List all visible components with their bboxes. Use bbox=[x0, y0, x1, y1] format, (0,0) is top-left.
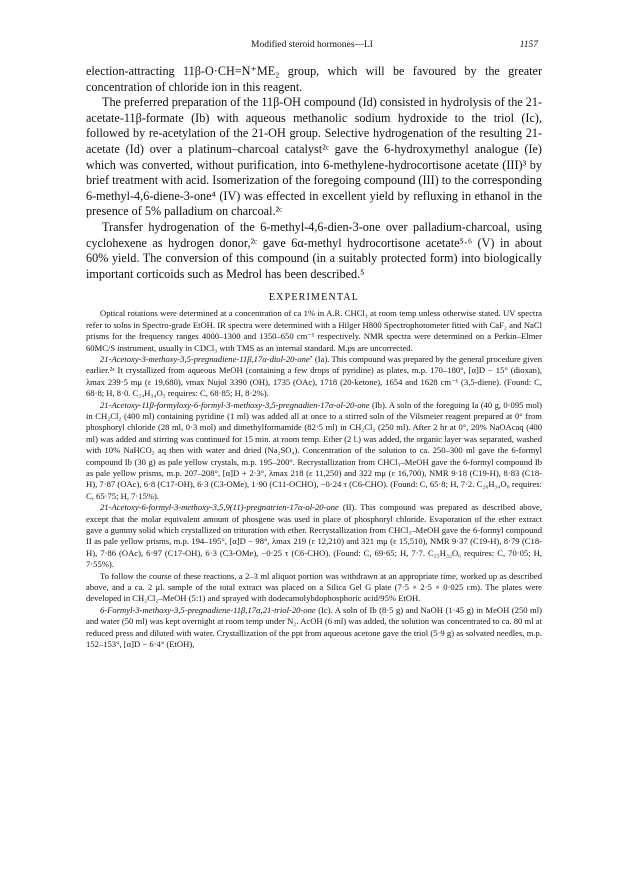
paragraph-text: To follow the course of these reactions, a 2–3 ml aliquot portion was withdrawn at an appropriate time, worked up as described above, and a ca. 2 μl. sample of the total extract was placed on a Silica Gel G plate (7·5 × 2·5 × 0·025 cm). The plates were developed in CH₂Cl₂–MeOH (5:1) and sprayed with dodecamolybdophosphoric acid/95% EtOH. bbox=[86, 570, 542, 604]
compound-name: 21-Acetoxy-11β-formyloxy-6-formyl-3-methoxy-3,5-pregnadien-17α-ol-20-one bbox=[100, 399, 370, 410]
compound-name: 6-Formyl-3-methoxy-3,5-pregnadiene-11β,17α,21-triol-20-one bbox=[100, 604, 316, 615]
paragraph-text: (Ia). This compound was prepared by the general procedure given earlier.²ᵃ It crystallized from aqueous MeOH (containing a few drops of pyridine) as plates, m.p. 170–180°, [α]D − 15° (dioxan), λmax 239·5 mμ (ε 19,680), νmax Nujol 3390 (OH), 1735 (OAc), 1718 (20-ketone), 1654 and 1628 cm⁻¹ (3,5-diene). (Found: C, 68·8; H, 8·0. C₂₄H₃₄O₅ requires: C, 68·85; H, 8·2%). bbox=[86, 353, 542, 399]
experimental-paragraph bbox=[86, 400, 542, 503]
compound-name: 21-Acetoxy-6-formyl-3-methoxy-3,5,9(11)-pregnatrien-17α-ol-20-one bbox=[100, 502, 339, 513]
running-head bbox=[0, 40, 624, 54]
intro-paragraph: Transfer hydrogenation of the 6-methyl-4,6-dien-3-one over palladium-charcoal, using cyclohexene as hydrogen donor,²ᶜ gave 6α-methyl hydrocortisone acetate⁵·⁶ (V) in about 60% yield. The conversion of this compound (in a suitably protected form) into biologically important corticoids such as Medrol has been described.⁵ bbox=[86, 219, 542, 281]
experimental-paragraph bbox=[86, 354, 542, 400]
experimental-paragraph bbox=[86, 571, 542, 605]
paragraph-text: (II). This compound was prepared as described above, except that the molar equivalent amount of phosgene was used in place of phosphoryl chloride. Evaporation of the ether extract gave a gummy solid which crystallized on trituration with ether. Recrystallization from CHCl₃–MeOH gave the 6-formyl compound II as pale yellow prisms, m.p. 194–195°, [α]D − 98°, λmax 219 (ε 12,210) and 321 mμ (ε 15,510), NMR 9·37 (C19-H), 8·79 (C18-H), 7·86 (OAc), 6·97 (C17-OH), 6·3 (C3-OMe), −0·25 τ (C6-CHO). (Found: C, 69·65; H, 7·7. C₂₅H₃₂O₆ requires: C, 70·05; H, 7·55%). bbox=[86, 502, 542, 570]
intro-paragraph: The preferred preparation of the 11β-OH compound (Id) consisted in hydrolysis of the 21-acetate-11β-formate (Ib) with aqueous methanolic sodium hydroxide to the triol (Ic), followed by re-acetylation of the 21-OH group. Selective hydrogenation of the resulting 21-acetate (Id) over a platinum–charcoal catalyst²ᶜ gave the 6-hydroxymethyl analogue (Ie) which was converted, without purification, into 6-methylene-hydrocortisone acetate (III)³ by brief treatment with acid. Isomerization of the foregoing compound (III) to the corresponding 6-methyl-4,6-diene-3-one⁴ (IV) was effected in excellent yield by refluxing in ethanol in the presence of 5% palladium on charcoal.²ᶜ bbox=[86, 95, 542, 219]
intro-paragraph: election-attracting 11β-O·CH=N⁺ME₂ group, which will be favoured by the greater concentration of chloride ion in this reagent. bbox=[86, 64, 542, 94]
paragraph-text: Optical rotations were determined at a concentration of ca 1% in A.R. CHCl₃ at room temp unless otherwise stated. UV spectra refer to solns in Spectro-grade EtOH. IR spectra were determined with a Hilger H800 Spectrophotometer fitted with CaF₂ and NaCl prisms for the frequency ranges 4000–1300 and 1350–650 cm⁻¹ respectively. NMR spectra were determined on a Perkin–Elmer 60MC/S instrument, usually in CDCl₃ with TMS as an internal standard. M.ps are uncorrected. bbox=[86, 308, 542, 353]
running-title: Modified steroid hormones—LI bbox=[251, 40, 373, 50]
article-body bbox=[86, 64, 542, 651]
experimental-paragraph bbox=[86, 502, 542, 570]
paragraph-text: (Ic). A soln of Ib (8·5 g) and NaOH (1·45 g) in MeOH (250 ml) and water (50 ml) was kept overnight at room temp under N₂. AcOH (6 ml) was added, the solution was concentrated to ca. 80 ml at reduced press and diluted with water. Crystallization of the ppt from aqueous acetone gave the triol (5·9 g) as solvated needles, m.p. 152–153°, [α]D − 6·4° (EtOH), bbox=[86, 604, 542, 650]
paragraph-text: (Ib). A soln of the foregoing Ia (40 g, 0·095 mol) in CH₂Cl₂ (400 ml) containing pyridine (1 ml) was added all at once to a stirred soln of the Vilsmeier reagent prepared at 0° from phosphoryl chloride (28 ml, 0·3 mol) and dimethylformamide (82·5 ml) in CH₂Cl₂ (250 ml). After 2 hr at 0°, 20% NaOAcaq (400 ml) was added and stirring was continued for 15 min. at room temp. Ether (2 l.) was added, the organic layer was separated, washed with 10% NaHCO₃ aq then with water and dried (Na₂SO₄). Concentration of the solution to ca. 250–300 ml gave the 6-formyl compound Ib (30 g) as pale yellow crystals, m.p. 195–200°. Recrystallization from CHCl₃–MeOH gave the 6-formyl compound Ib as pale yellow prisms, m.p. 207–208°, [α]D + 2·3°, λmax 218 (ε 11,250) and 322 mμ (ε 16,700), NMR 9·18 (C19-H), 8·83 (C18-H), 7·87 (OAc), 6·8 (C17-OH), 6·3 (C3-OMe), 1·90 (C11-OCHO), −0·24 τ (C6-CHO). (Found: C, 65·8; H, 7·2. C₂₆H₃₄O₈ requires: C, 65·75; H, 7·15%). bbox=[86, 399, 542, 501]
experimental-paragraph bbox=[86, 605, 542, 651]
section-heading-experimental: EXPERIMENTAL bbox=[268, 292, 360, 304]
page-number: 1157 bbox=[519, 40, 538, 50]
experimental-paragraph bbox=[86, 308, 542, 354]
compound-name: 21-Acetoxy-3-methoxy-3,5-pregnadiene-11β,17α-diol-20-one⁷ bbox=[100, 353, 313, 364]
